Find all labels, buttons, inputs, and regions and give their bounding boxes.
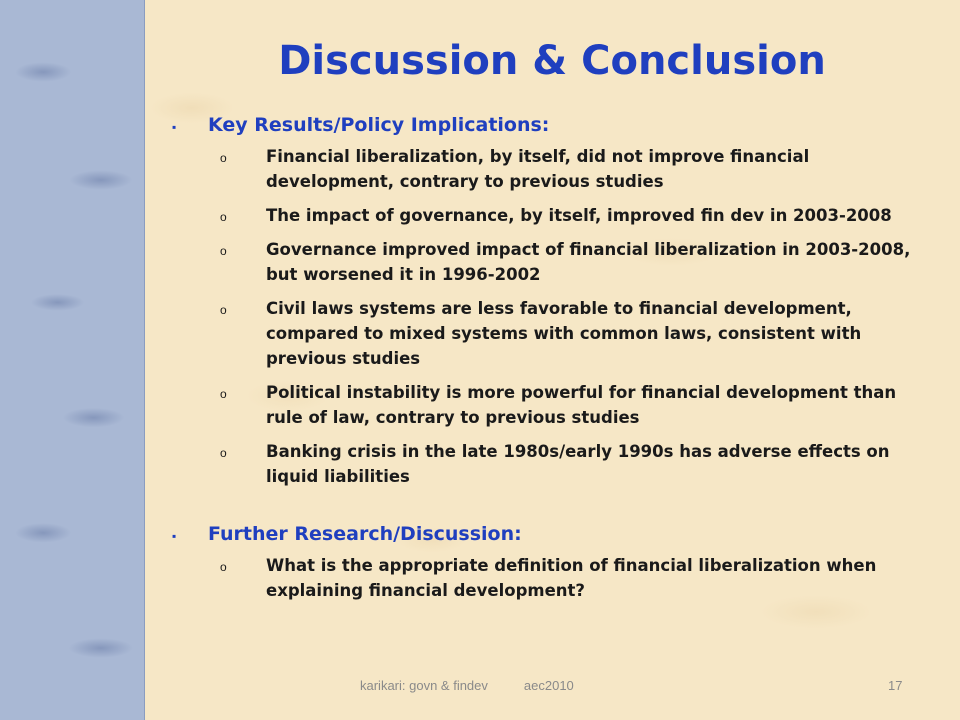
bullet-further-research — [172, 523, 932, 545]
list-item — [172, 237, 932, 287]
list-item-text: What is the appropriate definition of financial liberalization when explaining financial development? — [266, 556, 877, 600]
list-item — [172, 380, 932, 430]
square-bullet-icon: ▪ — [172, 120, 177, 134]
list-item-text: Banking crisis in the late 1980s/early 1990s has adverse effects on liquid liabilities — [266, 442, 890, 486]
circle-bullet-icon: o — [220, 446, 227, 460]
section-further-research — [172, 523, 932, 603]
list-item-text: Financial liberalization, by itself, did not improve financial development, contrary to previous studies — [266, 147, 810, 191]
list-item-text: Political instability is more powerful for financial development than rule of law, contrary to previous studies — [266, 383, 897, 427]
list-item — [172, 553, 932, 603]
list-item — [172, 144, 932, 194]
footer-author: karikari: govn & findev — [360, 678, 488, 693]
circle-bullet-icon: o — [220, 151, 227, 165]
slide-footer — [360, 678, 574, 693]
page-number: 17 — [888, 678, 903, 693]
circle-bullet-icon: o — [220, 303, 227, 317]
sub-bullet-list — [172, 144, 932, 489]
list-item — [172, 203, 932, 228]
list-item — [172, 439, 932, 489]
decorative-sidebar — [0, 0, 145, 720]
section-heading: Key Results/Policy Implications: — [208, 114, 550, 136]
list-item-text: Governance improved impact of financial liberalization in 2003-2008, but worsened it in 1996-2002 — [266, 240, 911, 284]
list-item-text: Civil laws systems are less favorable to financial development, compared to mixed systems with common laws, consistent with previous studies — [266, 299, 862, 368]
slide-title: Discussion & Conclusion — [278, 38, 826, 84]
sub-bullet-list — [172, 553, 932, 603]
footer-event: aec2010 — [523, 678, 574, 693]
slide-content — [172, 114, 932, 612]
circle-bullet-icon: o — [220, 387, 227, 401]
list-item-text: The impact of governance, by itself, improved fin dev in 2003-2008 — [266, 206, 892, 225]
section-heading: Further Research/Discussion: — [208, 523, 522, 545]
circle-bullet-icon: o — [220, 560, 227, 574]
bullet-key-results — [172, 114, 932, 136]
circle-bullet-icon: o — [220, 244, 227, 258]
circle-bullet-icon: o — [220, 210, 227, 224]
section-key-results — [172, 114, 932, 489]
square-bullet-icon: ▪ — [172, 529, 177, 543]
list-item — [172, 296, 932, 371]
